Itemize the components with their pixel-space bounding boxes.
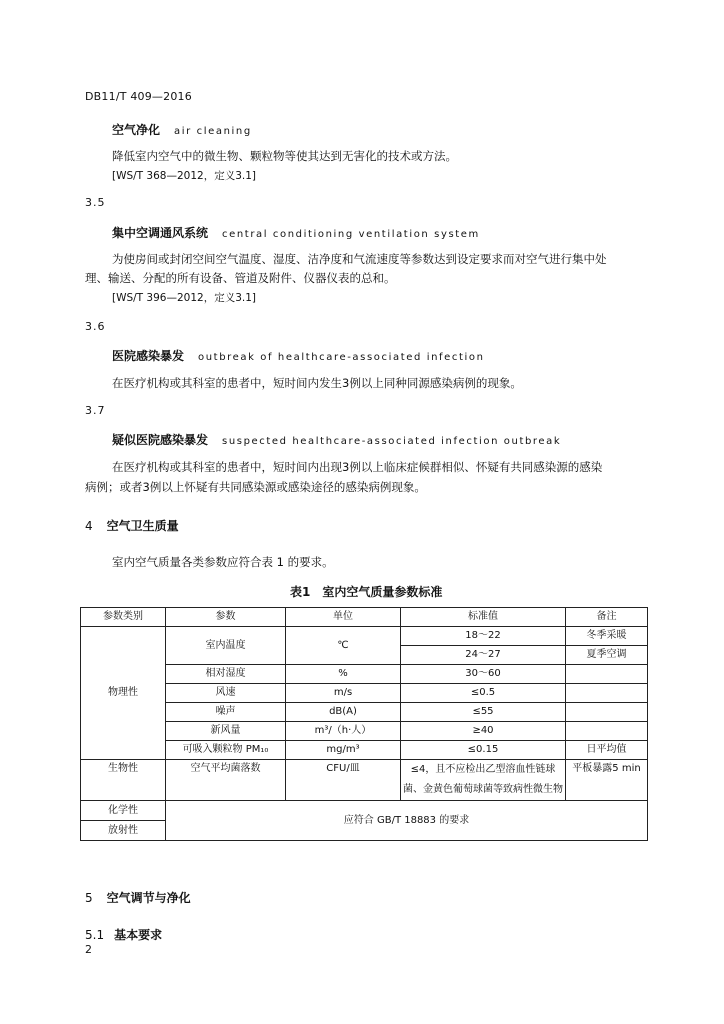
value-cell: 30～60 — [401, 665, 566, 684]
term-cn: 医院感染暴发 — [112, 349, 185, 363]
header-cell: 参数 — [166, 608, 286, 627]
term-heading — [112, 224, 480, 241]
term-cn: 空气净化 — [112, 123, 161, 137]
param-cell: 相对湿度 — [166, 665, 286, 684]
subsection-heading — [85, 926, 162, 943]
value-cell: ≤55 — [401, 703, 566, 722]
term-source: [WS/T 396—2012，定义3.1] — [112, 292, 256, 304]
category-cell: 化学性 — [81, 801, 166, 821]
term-en: outbreak of healthcare-associated infection — [198, 352, 485, 363]
param-cell: 空气平均菌落数 — [166, 760, 286, 801]
category-cell: 放射性 — [81, 821, 166, 841]
unit-cell: mg/m³ — [286, 741, 401, 760]
table-row — [81, 684, 648, 703]
section-number: 5 — [85, 891, 93, 905]
table-row — [81, 703, 648, 722]
value-cell: ≤0.15 — [401, 741, 566, 760]
term-definition: 病例；或者3例以上怀疑有共同感染源或感染途径的感染病例现象。 — [85, 480, 426, 494]
value-cell: ≤4，且不应检出乙型溶血性链球菌、金黄色葡萄球菌等致病性微生物 — [401, 760, 566, 801]
header-cell: 标准值 — [401, 608, 566, 627]
term-source: [WS/T 368—2012，定义3.1] — [112, 170, 256, 182]
table-row — [81, 627, 648, 646]
term-definition: 降低室内空气中的微生物、颗粒物等使其达到无害化的技术或方法。 — [112, 149, 457, 163]
term-heading — [112, 121, 252, 138]
page-number: 2 — [85, 943, 92, 956]
document-header: DB11/T 409—2016 — [85, 90, 192, 103]
term-number: 3.6 — [85, 320, 106, 333]
section-title: 空气调节与净化 — [106, 891, 191, 905]
note-cell: 夏季空调 — [566, 646, 648, 665]
term-definition: 理、输送、分配的所有设备、管道及附件、仪器仪表的总和。 — [85, 271, 396, 285]
value-cell: 应符合 GB/T 18883 的要求 — [166, 801, 648, 841]
term-en: air cleaning — [174, 126, 252, 137]
term-en: suspected healthcare-associated infection outbreak — [222, 436, 562, 447]
section-title: 基本要求 — [114, 928, 163, 942]
table-header-row — [81, 608, 648, 627]
note-cell: 冬季采暖 — [566, 627, 648, 646]
air-quality-table — [80, 607, 648, 841]
table-row — [81, 801, 648, 821]
header-cell: 参数类别 — [81, 608, 166, 627]
term-definition: 为使房间或封闭空间空气温度、湿度、洁净度和气流速度等参数达到设定要求而对空气进行集中处 — [112, 252, 607, 266]
note-cell — [566, 722, 648, 741]
note-cell: 平板暴露5 min — [566, 760, 648, 801]
value-cell: ≤0.5 — [401, 684, 566, 703]
param-cell: 可吸入颗粒物 PM₁₀ — [166, 741, 286, 760]
unit-cell: m/s — [286, 684, 401, 703]
value-cell: ≥40 — [401, 722, 566, 741]
term-heading — [112, 347, 485, 364]
param-cell: 室内温度 — [166, 627, 286, 665]
table-row — [81, 722, 648, 741]
table-row — [81, 760, 648, 801]
note-cell — [566, 665, 648, 684]
section-number: 4 — [85, 519, 93, 533]
category-cell: 物理性 — [81, 627, 166, 760]
term-en: central conditioning ventilation system — [222, 229, 480, 240]
unit-cell: m³/（h·人） — [286, 722, 401, 741]
term-definition: 在医疗机构或其科室的患者中，短时间内发生3例以上同种同源感染病例的现象。 — [112, 376, 522, 390]
term-number: 3.7 — [85, 404, 106, 417]
term-heading — [112, 431, 561, 448]
unit-cell: % — [286, 665, 401, 684]
section-heading — [85, 889, 191, 906]
value-cell: 24～27 — [401, 646, 566, 665]
table-row — [81, 665, 648, 684]
term-cn: 集中空调通风系统 — [112, 226, 209, 240]
term-definition: 在医疗机构或其科室的患者中，短时间内出现3例以上临床症候群相似、怀疑有共同感染源的感染 — [112, 460, 603, 474]
header-cell: 单位 — [286, 608, 401, 627]
category-cell: 生物性 — [81, 760, 166, 801]
unit-cell: dB(A) — [286, 703, 401, 722]
note-cell — [566, 684, 648, 703]
term-cn: 疑似医院感染暴发 — [112, 433, 209, 447]
section-heading — [85, 517, 179, 534]
unit-cell: ℃ — [286, 627, 401, 665]
note-cell — [566, 703, 648, 722]
param-cell: 风速 — [166, 684, 286, 703]
table-row — [81, 741, 648, 760]
section-number: 5.1 — [85, 928, 105, 942]
value-cell: 18～22 — [401, 627, 566, 646]
param-cell: 噪声 — [166, 703, 286, 722]
term-number: 3.5 — [85, 196, 106, 209]
section-intro: 室内空气质量各类参数应符合表 1 的要求。 — [112, 555, 334, 569]
header-cell: 备注 — [566, 608, 648, 627]
note-cell: 日平均值 — [566, 741, 648, 760]
unit-cell: CFU/皿 — [286, 760, 401, 801]
param-cell: 新风量 — [166, 722, 286, 741]
table-caption: 表1 室内空气质量参数标准 — [290, 585, 443, 599]
section-title: 空气卫生质量 — [106, 519, 179, 533]
